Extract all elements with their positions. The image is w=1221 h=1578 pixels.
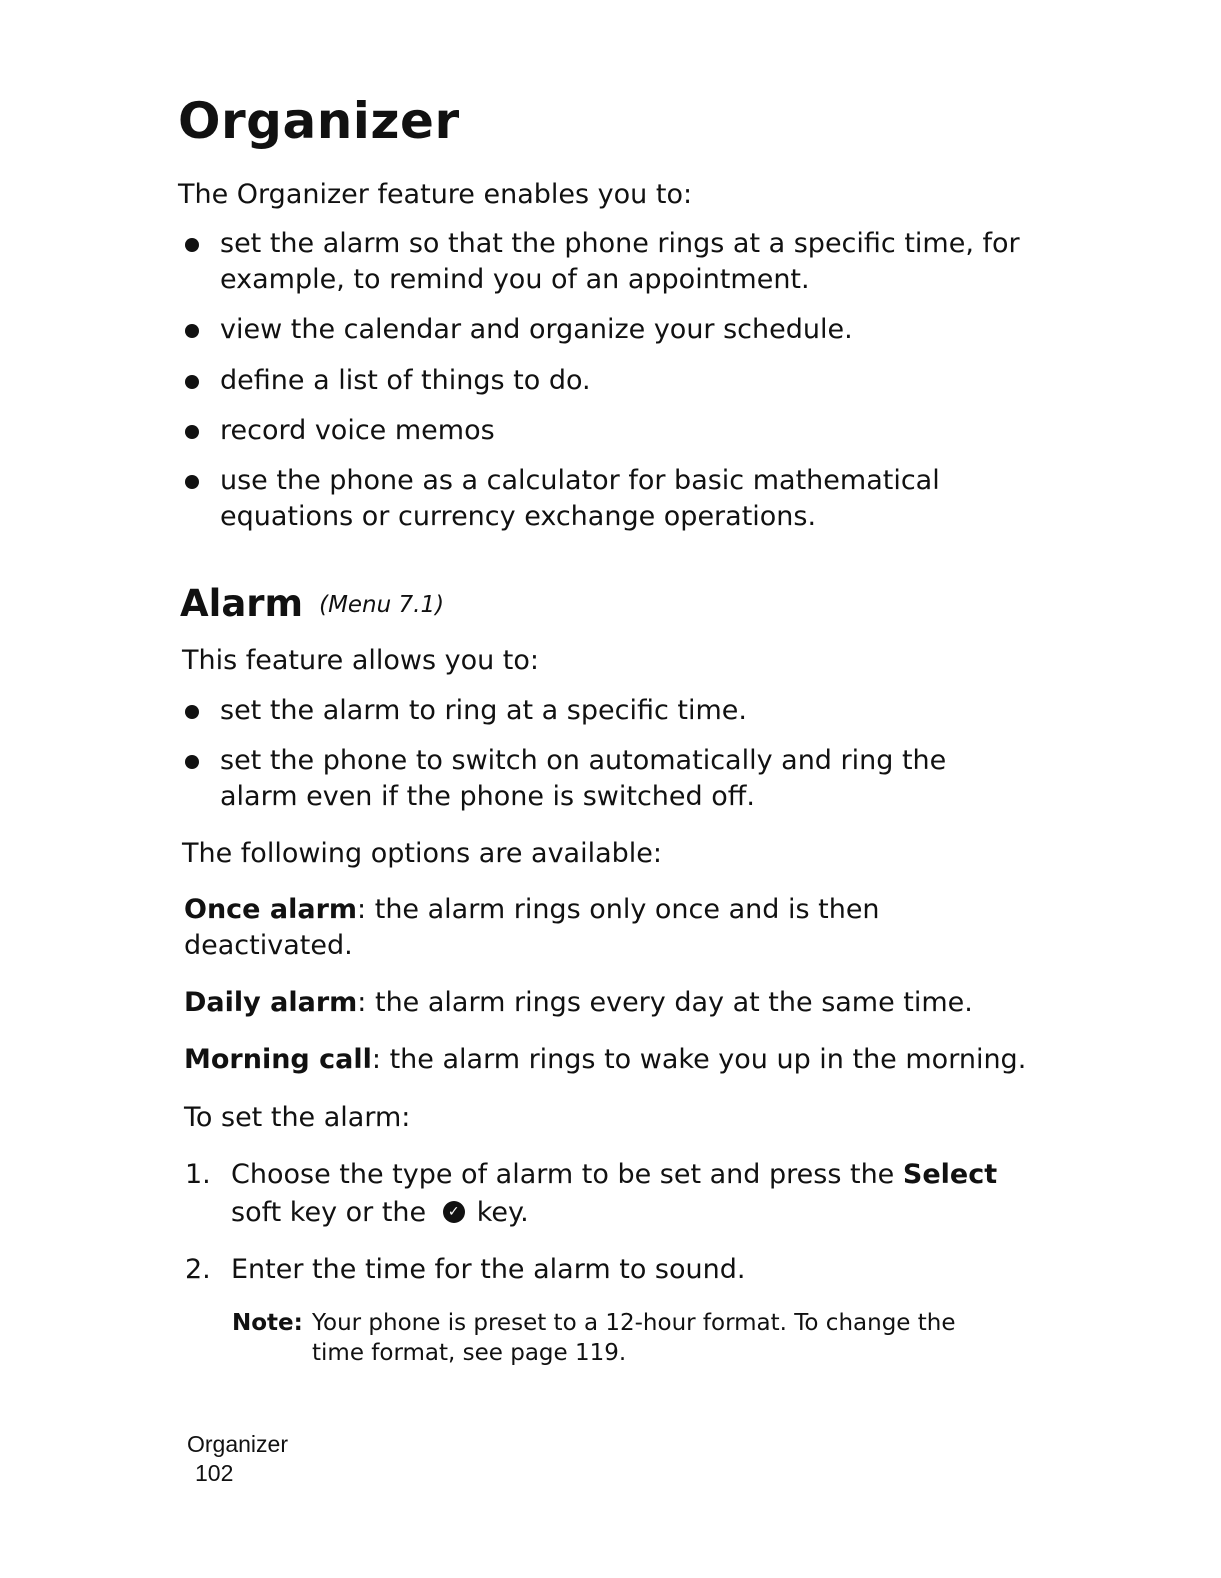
list-item bbox=[185, 363, 1065, 399]
set-alarm-intro: To set the alarm: bbox=[184, 1102, 411, 1133]
section-heading-alarm bbox=[180, 582, 445, 625]
list-item bbox=[185, 743, 1065, 815]
option-term: Morning call bbox=[184, 1044, 372, 1075]
bullet-icon bbox=[185, 238, 199, 252]
step-number: 2. bbox=[185, 1254, 211, 1285]
bullet-text: view the calendar and organize your schedule. bbox=[220, 314, 853, 345]
bullet-icon bbox=[185, 375, 199, 389]
bullet-text: record voice memos bbox=[220, 415, 495, 446]
list-item bbox=[185, 693, 1065, 729]
section-heading-text: Alarm bbox=[180, 582, 304, 625]
option-daily-alarm bbox=[184, 985, 973, 1021]
page-footer bbox=[187, 1430, 288, 1488]
alarm-intro-text: This feature allows you to: bbox=[182, 645, 540, 676]
options-intro-text: The following options are available: bbox=[182, 838, 663, 869]
note-block bbox=[232, 1308, 1032, 1372]
footer-section: Organizer bbox=[187, 1431, 288, 1457]
page-number: 102 bbox=[195, 1460, 234, 1486]
menu-reference: (Menu 7.1) bbox=[319, 592, 445, 618]
step-text-part: Choose the type of alarm to be set and press the bbox=[231, 1159, 903, 1190]
bullet-text: set the phone to switch on automatically and ring the alarm even if the phone is switched off. bbox=[220, 745, 947, 812]
note-label: Note: bbox=[232, 1310, 303, 1336]
bullet-text: define a list of things to do. bbox=[220, 365, 591, 396]
step-text-part: soft key or the bbox=[231, 1197, 435, 1228]
step-number: 1. bbox=[185, 1159, 211, 1190]
option-desc: : the alarm rings only once and is then deactivated. bbox=[184, 894, 880, 961]
select-key-label: Select bbox=[902, 1159, 998, 1190]
step-text: Enter the time for the alarm to sound. bbox=[231, 1254, 746, 1285]
step-item bbox=[185, 1251, 1045, 1289]
page-title: Organizer bbox=[178, 92, 460, 150]
intro-text: The Organizer feature enables you to: bbox=[178, 179, 693, 210]
option-term: Once alarm bbox=[184, 894, 358, 925]
ok-key-icon: ✓ bbox=[443, 1201, 465, 1223]
bullet-text: set the alarm to ring at a specific time. bbox=[220, 695, 747, 726]
bullet-text: use the phone as a calculator for basic mathematical equations or currency exchange operations. bbox=[220, 465, 940, 532]
list-item bbox=[185, 312, 1065, 348]
step-item bbox=[185, 1156, 1045, 1236]
bullet-icon bbox=[185, 324, 199, 338]
step-text bbox=[231, 1156, 1041, 1232]
option-desc: : the alarm rings to wake you up in the morning. bbox=[371, 1044, 1027, 1075]
bullet-icon bbox=[185, 425, 199, 439]
list-item bbox=[185, 463, 1065, 535]
option-morning-call bbox=[184, 1042, 1026, 1078]
bullet-icon bbox=[185, 475, 199, 489]
option-term: Daily alarm bbox=[184, 987, 358, 1018]
bullet-text: set the alarm so that the phone rings at a specific time, for example, to remind you of an appointment. bbox=[220, 228, 1020, 295]
bullet-icon bbox=[185, 755, 199, 769]
note-text: Your phone is preset to a 12-hour format. To change the time format, see page 119. bbox=[312, 1310, 956, 1366]
option-desc: : the alarm rings every day at the same time. bbox=[357, 987, 973, 1018]
list-item bbox=[185, 226, 1065, 298]
option-once-alarm bbox=[184, 892, 904, 964]
step-text-part: key. bbox=[476, 1197, 529, 1228]
list-item bbox=[185, 413, 1065, 449]
bullet-icon bbox=[185, 705, 199, 719]
